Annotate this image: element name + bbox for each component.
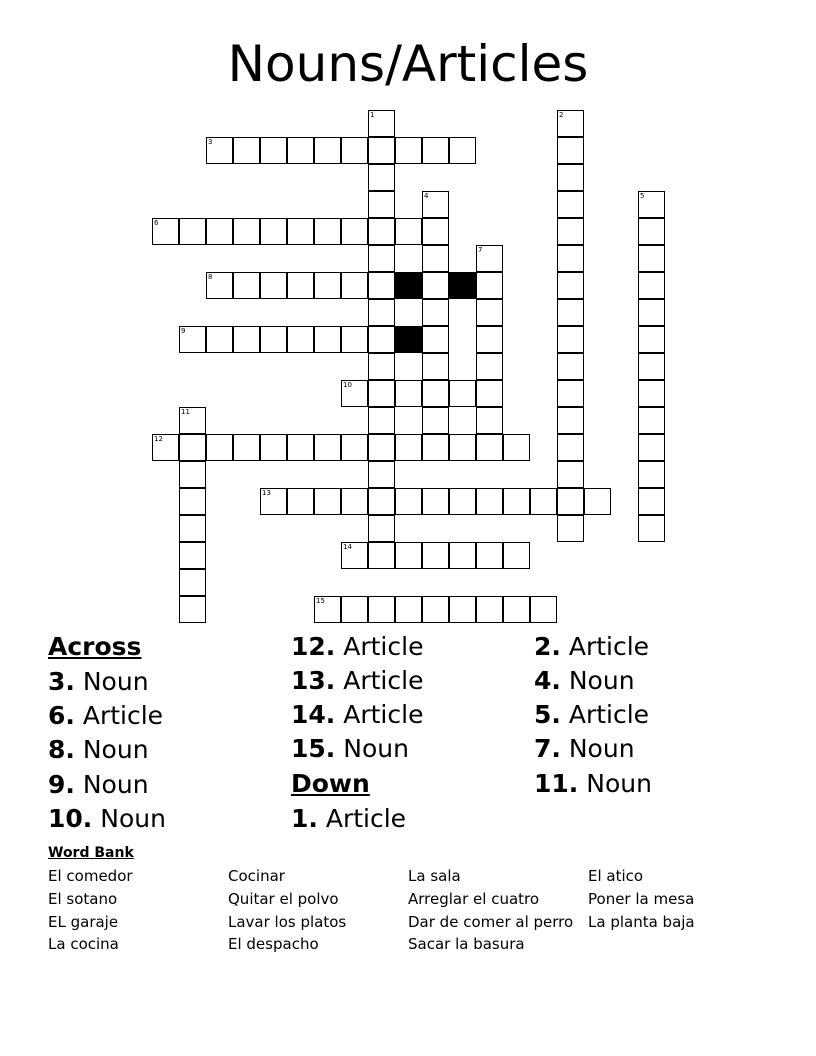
grid-cell[interactable] [503, 434, 530, 461]
grid-cell[interactable] [422, 407, 449, 434]
clue-number: 5 [640, 192, 645, 200]
grid-cell[interactable] [422, 137, 449, 164]
grid-cell[interactable] [422, 380, 449, 407]
grid-cell[interactable] [179, 596, 206, 623]
grid-cell[interactable] [638, 218, 665, 245]
grid-cell[interactable] [179, 488, 206, 515]
grid-cell[interactable] [260, 272, 287, 299]
grid-cell[interactable] [233, 272, 260, 299]
grid-cell[interactable] [395, 596, 422, 623]
word-bank-item: Dar de comer al perro [408, 913, 574, 931]
clue-number: 12 [154, 435, 163, 443]
grid-cell[interactable] [314, 434, 341, 461]
grid-cell[interactable] [557, 137, 584, 164]
grid-cell[interactable] [422, 326, 449, 353]
grid-cell[interactable] [179, 407, 206, 434]
word-bank-item: Quitar el polvo [228, 890, 339, 908]
grid-cell[interactable] [449, 137, 476, 164]
grid-cell[interactable] [179, 515, 206, 542]
grid-cell[interactable] [206, 137, 233, 164]
grid-cell[interactable] [368, 542, 395, 569]
grid-cell[interactable] [638, 353, 665, 380]
grid-cell[interactable] [368, 353, 395, 380]
grid-cell[interactable] [206, 272, 233, 299]
grid-cell[interactable] [422, 299, 449, 326]
word-bank-title: Word Bank [48, 845, 134, 861]
grid-cell[interactable] [476, 596, 503, 623]
grid-cell[interactable] [503, 542, 530, 569]
grid-cell[interactable] [476, 245, 503, 272]
clue-across-6: 6. Article [48, 701, 164, 730]
clue-across-13: 13. Article [291, 666, 424, 695]
grid-cell[interactable] [341, 326, 368, 353]
clue-across-12: 12. Article [291, 632, 424, 661]
grid-cell[interactable] [368, 137, 395, 164]
grid-cell[interactable] [422, 596, 449, 623]
down-heading: Down [291, 769, 370, 798]
page-title: Nouns/Articles [227, 35, 589, 93]
grid-cell[interactable] [422, 434, 449, 461]
grid-cell[interactable] [395, 542, 422, 569]
grid-cell[interactable] [287, 218, 314, 245]
grid-cell[interactable] [557, 461, 584, 488]
grid-cell[interactable] [584, 488, 611, 515]
grid-cell[interactable] [476, 353, 503, 380]
clue-across-10: 10. Noun [48, 804, 166, 833]
clue-down-7: 7. Noun [534, 734, 635, 763]
blocked-cell [395, 272, 422, 299]
grid-cell[interactable] [341, 137, 368, 164]
clue-down-11: 11. Noun [534, 769, 652, 798]
grid-cell[interactable] [638, 191, 665, 218]
across-heading: Across [48, 632, 142, 661]
grid-cell[interactable] [395, 488, 422, 515]
grid-cell[interactable] [314, 326, 341, 353]
word-bank-item: Sacar la basura [408, 935, 525, 953]
grid-cell[interactable] [638, 407, 665, 434]
grid-cell[interactable] [395, 380, 422, 407]
clue-number: 11 [181, 408, 190, 416]
clue-down-2: 2. Article [534, 632, 650, 661]
grid-cell[interactable] [449, 380, 476, 407]
grid-cell[interactable] [449, 488, 476, 515]
clue-number: 13 [262, 489, 271, 497]
grid-cell[interactable] [449, 434, 476, 461]
grid-cell[interactable] [422, 272, 449, 299]
grid-cell[interactable] [557, 164, 584, 191]
grid-cell[interactable] [314, 596, 341, 623]
grid-cell[interactable] [341, 488, 368, 515]
grid-cell[interactable] [422, 488, 449, 515]
grid-cell[interactable] [557, 488, 584, 515]
grid-cell[interactable] [476, 488, 503, 515]
word-bank-item: La planta baja [588, 913, 695, 931]
grid-cell[interactable] [287, 434, 314, 461]
clue-down-4: 4. Noun [534, 666, 635, 695]
grid-cell[interactable] [179, 434, 206, 461]
word-bank-item: La cocina [48, 935, 119, 953]
grid-cell[interactable] [422, 218, 449, 245]
grid-cell[interactable] [260, 488, 287, 515]
grid-cell[interactable] [476, 542, 503, 569]
grid-cell[interactable] [476, 380, 503, 407]
word-bank-item: Poner la mesa [588, 890, 695, 908]
grid-cell[interactable] [557, 272, 584, 299]
grid-cell[interactable] [368, 515, 395, 542]
clue-down-1: 1. Article [291, 804, 407, 833]
clue-across-3: 3. Noun [48, 667, 149, 696]
clue-number: 8 [208, 273, 213, 281]
word-bank-item: Cocinar [228, 867, 285, 885]
grid-cell[interactable] [233, 434, 260, 461]
clue-number: 7 [478, 246, 483, 254]
grid-cell[interactable] [557, 218, 584, 245]
grid-cell[interactable] [152, 434, 179, 461]
grid-cell[interactable] [368, 326, 395, 353]
clue-across-8: 8. Noun [48, 735, 149, 764]
grid-cell[interactable] [530, 596, 557, 623]
grid-cell[interactable] [503, 488, 530, 515]
grid-cell[interactable] [557, 515, 584, 542]
grid-cell[interactable] [368, 245, 395, 272]
blocked-cell [395, 326, 422, 353]
grid-cell[interactable] [557, 380, 584, 407]
word-bank-item: El atico [588, 867, 644, 885]
grid-cell[interactable] [368, 488, 395, 515]
grid-cell[interactable] [557, 434, 584, 461]
grid-cell[interactable] [341, 272, 368, 299]
grid-cell[interactable] [233, 326, 260, 353]
clue-number: 10 [343, 381, 352, 389]
grid-cell[interactable] [179, 569, 206, 596]
grid-cell[interactable] [368, 461, 395, 488]
grid-cell[interactable] [314, 218, 341, 245]
grid-cell[interactable] [314, 272, 341, 299]
clue-number: 1 [370, 111, 375, 119]
word-bank-item: EL garaje [48, 913, 119, 931]
grid-cell[interactable] [206, 218, 233, 245]
grid-cell[interactable] [395, 434, 422, 461]
grid-cell[interactable] [368, 110, 395, 137]
grid-cell[interactable] [368, 272, 395, 299]
grid-cell[interactable] [368, 218, 395, 245]
grid-cell[interactable] [476, 434, 503, 461]
grid-cell[interactable] [260, 434, 287, 461]
grid-cell[interactable] [476, 299, 503, 326]
grid-cell[interactable] [395, 218, 422, 245]
grid-cell[interactable] [449, 542, 476, 569]
grid-cell[interactable] [638, 461, 665, 488]
grid-cell[interactable] [179, 542, 206, 569]
grid-cell[interactable] [368, 434, 395, 461]
grid-cell[interactable] [503, 596, 530, 623]
grid-cell[interactable] [638, 299, 665, 326]
grid-cell[interactable] [476, 326, 503, 353]
grid-cell[interactable] [368, 191, 395, 218]
grid-cell[interactable] [368, 596, 395, 623]
grid-cell[interactable] [638, 245, 665, 272]
clue-across-14: 14. Article [291, 700, 424, 729]
grid-cell[interactable] [422, 191, 449, 218]
grid-cell[interactable] [557, 245, 584, 272]
word-bank-item: El comedor [48, 867, 133, 885]
grid-cell[interactable] [638, 488, 665, 515]
grid-cell[interactable] [341, 434, 368, 461]
grid-cell[interactable] [422, 353, 449, 380]
grid-cell[interactable] [179, 326, 206, 353]
clue-number: 9 [181, 327, 186, 335]
grid-cell[interactable] [179, 461, 206, 488]
grid-cell[interactable] [287, 488, 314, 515]
grid-cell[interactable] [476, 407, 503, 434]
grid-cell[interactable] [449, 596, 476, 623]
grid-cell[interactable] [530, 488, 557, 515]
grid-cell[interactable] [287, 326, 314, 353]
clue-number: 4 [424, 192, 429, 200]
grid-cell[interactable] [287, 272, 314, 299]
word-bank-item: La sala [408, 867, 461, 885]
grid-cell[interactable] [314, 488, 341, 515]
clue-across-9: 9. Noun [48, 770, 149, 799]
clue-number: 2 [559, 111, 564, 119]
clue-down-5: 5. Article [534, 700, 650, 729]
word-bank-item: El despacho [228, 935, 319, 953]
blocked-cell [449, 272, 476, 299]
clue-number: 3 [208, 138, 213, 146]
grid-cell[interactable] [557, 407, 584, 434]
grid-cell[interactable] [260, 218, 287, 245]
grid-cell[interactable] [557, 326, 584, 353]
word-bank-item: Arreglar el cuatro [408, 890, 540, 908]
grid-cell[interactable] [368, 299, 395, 326]
clue-number: 15 [316, 597, 325, 605]
grid-cell[interactable] [206, 434, 233, 461]
grid-cell[interactable] [557, 110, 584, 137]
grid-cell[interactable] [422, 245, 449, 272]
grid-cell[interactable] [638, 326, 665, 353]
grid-cell[interactable] [368, 164, 395, 191]
grid-cell[interactable] [638, 434, 665, 461]
grid-cell[interactable] [638, 515, 665, 542]
grid-cell[interactable] [206, 326, 233, 353]
clue-number: 6 [154, 219, 159, 227]
grid-cell[interactable] [368, 407, 395, 434]
grid-cell[interactable] [422, 542, 449, 569]
grid-cell[interactable] [557, 299, 584, 326]
grid-cell[interactable] [341, 380, 368, 407]
grid-cell[interactable] [233, 218, 260, 245]
clue-number: 14 [343, 543, 352, 551]
grid-cell[interactable] [395, 137, 422, 164]
word-bank-item: Lavar los platos [228, 913, 347, 931]
word-bank-item: El sotano [48, 890, 118, 908]
grid-cell[interactable] [314, 137, 341, 164]
grid-cell[interactable] [260, 137, 287, 164]
grid-cell[interactable] [260, 326, 287, 353]
grid-cell[interactable] [179, 218, 206, 245]
grid-cell[interactable] [341, 596, 368, 623]
grid-cell[interactable] [287, 137, 314, 164]
grid-cell[interactable] [341, 542, 368, 569]
grid-cell[interactable] [557, 191, 584, 218]
grid-cell[interactable] [152, 218, 179, 245]
clue-across-15: 15. Noun [291, 734, 409, 763]
grid-cell[interactable] [368, 380, 395, 407]
grid-cell[interactable] [557, 353, 584, 380]
grid-cell[interactable] [638, 272, 665, 299]
grid-cell[interactable] [476, 272, 503, 299]
grid-cell[interactable] [233, 137, 260, 164]
grid-cell[interactable] [638, 380, 665, 407]
grid-cell[interactable] [341, 218, 368, 245]
